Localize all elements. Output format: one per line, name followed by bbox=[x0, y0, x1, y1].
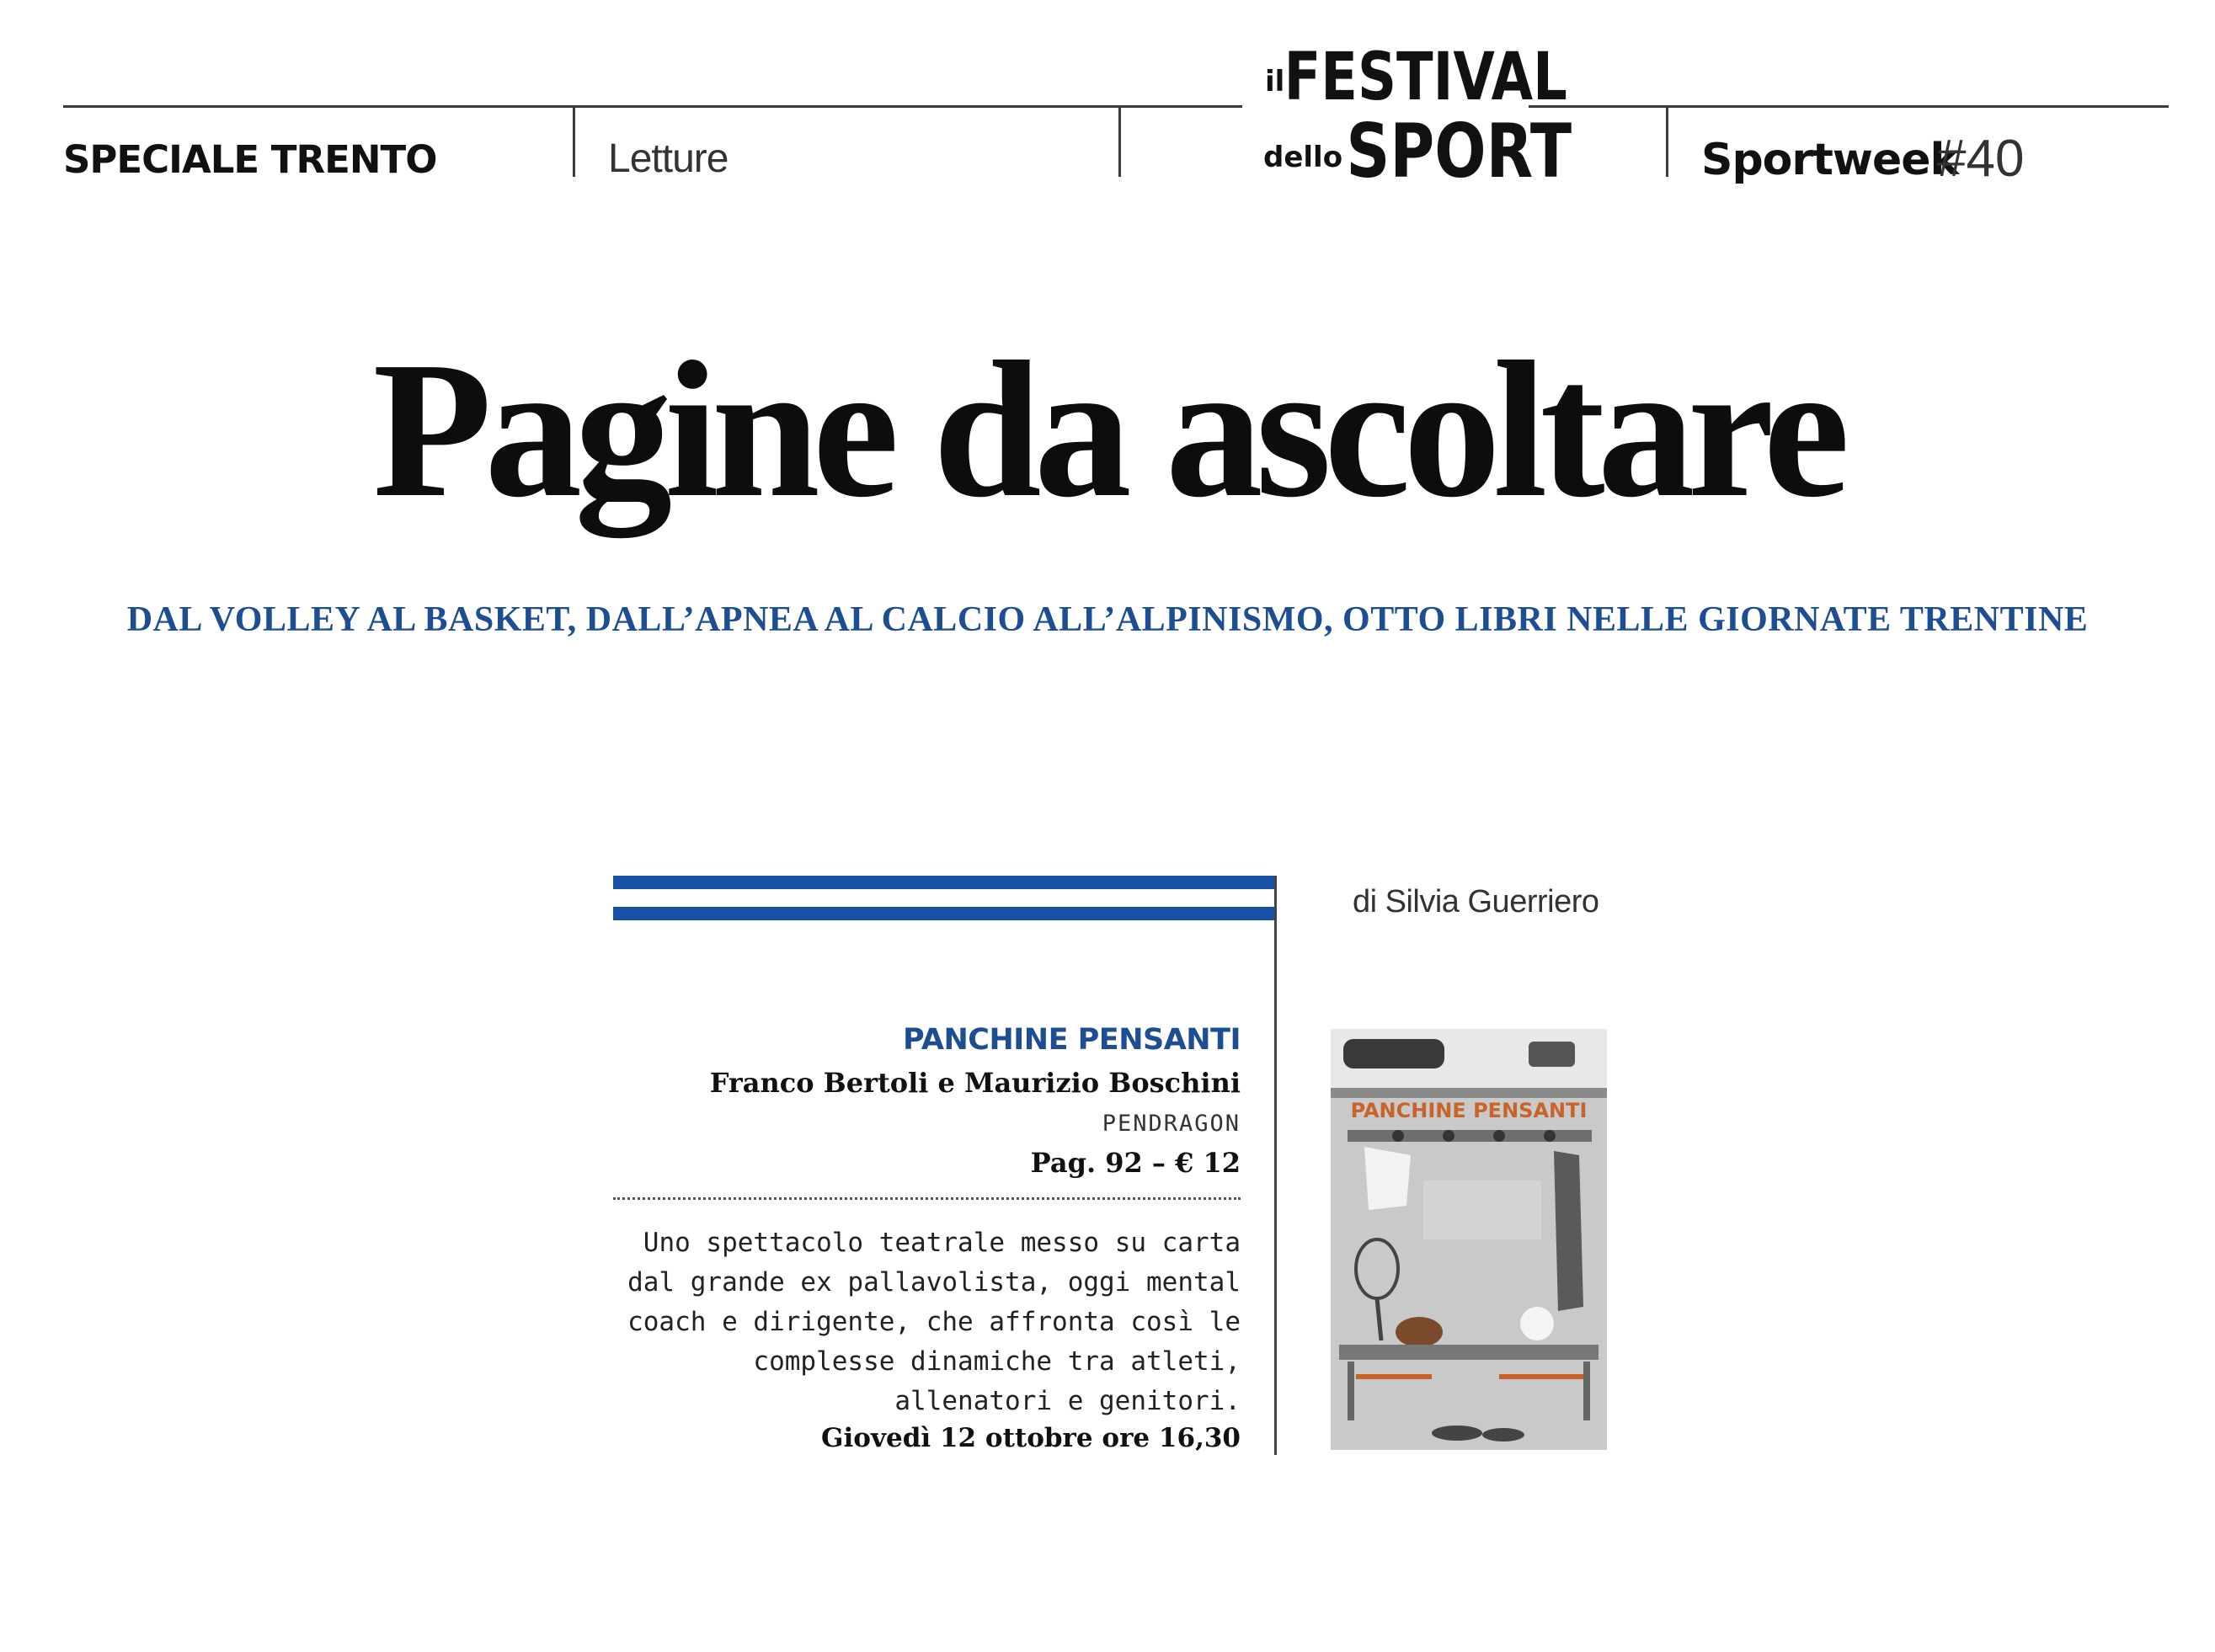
header-separator bbox=[573, 108, 575, 177]
book-authors: Franco Bertoli e Maurizio Boschini bbox=[709, 1067, 1241, 1099]
book-title: PANCHINE PENSANTI bbox=[902, 1023, 1241, 1057]
logo-text: FESTIVAL bbox=[1284, 38, 1567, 115]
book-publisher: PENDRAGON bbox=[1102, 1111, 1241, 1137]
description-line: dal grande ex pallavolista, oggi mental bbox=[627, 1267, 1241, 1298]
accent-bar bbox=[613, 907, 1274, 920]
book-price: Pag. 92 – € 12 bbox=[1030, 1147, 1241, 1179]
column-rule bbox=[1274, 876, 1277, 1455]
book-cover-image bbox=[1331, 1029, 1607, 1450]
logo-text: dello bbox=[1263, 141, 1343, 174]
issue-number: #40 bbox=[1937, 130, 2025, 188]
cover-title: PANCHINE PENSANTI bbox=[1350, 1099, 1588, 1122]
logo-text: il bbox=[1265, 65, 1285, 99]
festival-logo bbox=[1263, 32, 1572, 195]
dotted-divider bbox=[613, 1197, 1241, 1200]
section-label: SPECIALE TRENTO bbox=[63, 137, 437, 182]
description-line: complesse dinamiche tra atleti, bbox=[753, 1346, 1241, 1377]
page-subtitle: DAL VOLLEY AL BASKET, DALL’APNEA AL CALCIO ALL’ALPINISMO, OTTO LIBRI NELLE GIORNATE TRENTINE bbox=[126, 600, 2089, 639]
description-line: Uno spettacolo teatrale messo su carta bbox=[643, 1228, 1241, 1258]
magazine-brand: Sportweek bbox=[1701, 135, 1959, 185]
description-line: coach e dirigente, che affronta così le bbox=[627, 1307, 1241, 1337]
accent-bar bbox=[613, 876, 1274, 889]
book-description bbox=[613, 1223, 1241, 1421]
header-separator bbox=[1666, 108, 1668, 177]
header-separator bbox=[1118, 108, 1121, 177]
byline: di Silvia Guerriero bbox=[1353, 884, 1599, 919]
rubric-label: Letture bbox=[608, 136, 729, 181]
event-date: Giovedì 12 ottobre ore 16,30 bbox=[821, 1423, 1241, 1453]
header-rule-left bbox=[63, 105, 1242, 108]
description-line: allenatori e genitori. bbox=[894, 1386, 1241, 1416]
page-title: Pagine da ascoltare bbox=[372, 322, 1843, 538]
header-rule-right bbox=[1529, 105, 2169, 108]
logo-text: SPORT bbox=[1346, 107, 1572, 195]
book-info bbox=[613, 1023, 1241, 1179]
